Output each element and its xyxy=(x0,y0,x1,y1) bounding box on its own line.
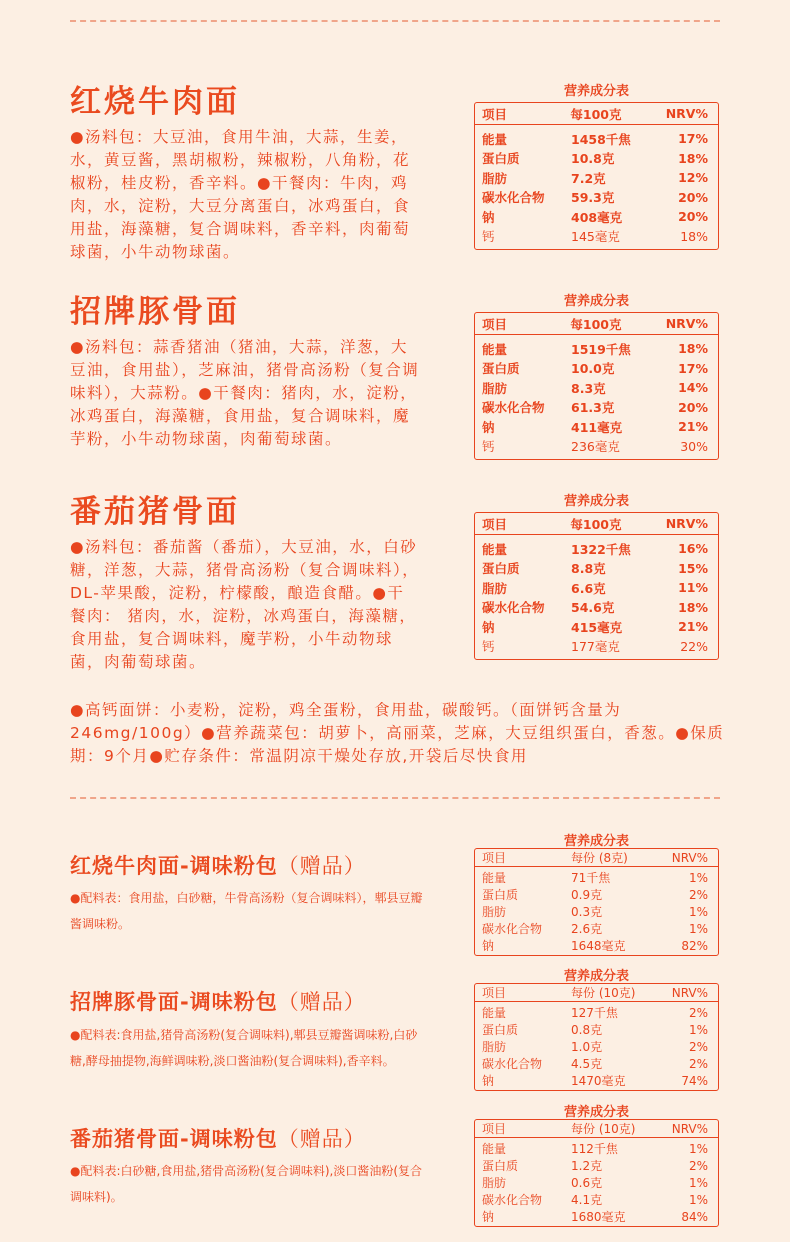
nutrient-value: 1648毫克 xyxy=(571,939,626,953)
nutrient-nrv: 2% xyxy=(688,1158,708,1173)
nutrient-nrv: 20% xyxy=(678,399,708,415)
nutrient-name: 能量 xyxy=(482,1006,507,1020)
gift-name: 招牌豚骨面-调味粉包 xyxy=(70,990,278,1014)
nutrient-value: 145毫克 xyxy=(571,229,620,245)
nutrition-row xyxy=(475,617,718,637)
nutrient-value: 61.3克 xyxy=(571,400,615,416)
nutrition-row xyxy=(475,886,718,903)
nutrient-value: 0.6克 xyxy=(571,1176,603,1190)
nutrient-value: 236毫克 xyxy=(571,439,620,455)
nutrient-value: 59.3克 xyxy=(571,190,615,206)
gift-name: 红烧牛肉面-调味粉包 xyxy=(70,854,278,878)
nutrient-value: 1470毫克 xyxy=(571,1074,626,1088)
nutrient-nrv: 11% xyxy=(678,580,708,596)
nutrition-row xyxy=(475,1021,718,1038)
nutrition-caption: 营养成分表 xyxy=(563,834,629,849)
nutrient-nrv: 21% xyxy=(678,419,708,435)
nutrition-row xyxy=(475,578,718,598)
nutrient-nrv: 18% xyxy=(680,228,708,244)
nutrient-name: 蛋白质 xyxy=(482,361,520,377)
nutrition-table xyxy=(474,102,719,250)
nutrient-value: 1.2克 xyxy=(571,1159,603,1173)
product-ingredients: ●汤料包：蒜香猪油（猪油，大蒜，洋葱，大豆油，食用盐），芝麻油，猪骨高汤粉（复合调味料），大蒜粉。●干餐肉：猪肉，水，淀粉，冰鸡蛋白，海藻糖，食用盐，复合调味料，魔芋粉，小牛动物球菌，肉葡萄球菌。 xyxy=(70,338,420,448)
nutrient-nrv: 2% xyxy=(688,887,708,902)
product-ingredients: ●汤料包：大豆油，食用牛油，大蒜，生姜，水，黄豆酱，黑胡椒粉，辣椒粉，八角粉，花椒粉，桂皮粉，香辛料。●干餐肉：牛肉，鸡肉，水，淀粉，大豆分离蛋白，冰鸡蛋白，食用盐，海藻糖，复合调味料，香辛料，肉葡萄球菌，小牛动物球菌。 xyxy=(70,128,411,261)
nutrient-nrv: 17% xyxy=(678,131,708,147)
header-nrv: NRV% xyxy=(665,316,708,331)
header-nrv: NRV% xyxy=(671,850,708,865)
nutrient-nrv: 1% xyxy=(688,1141,708,1156)
nutrient-nrv: 21% xyxy=(678,619,708,635)
nutrient-nrv: 20% xyxy=(678,209,708,225)
nutrition-header xyxy=(475,849,718,867)
nutrient-nrv: 15% xyxy=(678,560,708,576)
nutrient-nrv: 1% xyxy=(688,870,708,885)
nutrient-nrv: 12% xyxy=(678,170,708,186)
nutrient-value: 1519千焦 xyxy=(571,341,631,357)
nutrient-name: 钠 xyxy=(482,939,495,953)
nutrient-name: 蛋白质 xyxy=(482,1023,519,1037)
nutrition-row xyxy=(475,1157,718,1174)
top-divider xyxy=(70,20,720,22)
nutrition-row xyxy=(475,188,718,208)
nutrient-value: 4.5克 xyxy=(571,1057,603,1071)
header-item: 项目 xyxy=(482,316,508,332)
header-per: 每100克 xyxy=(570,516,622,532)
header-per: 每100克 xyxy=(570,316,622,332)
nutrition-caption: 营养成分表 xyxy=(563,84,629,99)
nutrient-name: 碳水化合物 xyxy=(482,922,543,936)
gift-name: 番茄猪骨面-调味粉包 xyxy=(70,1127,278,1151)
nutrient-value: 54.6克 xyxy=(571,600,615,616)
nutrient-nrv: 82% xyxy=(681,938,708,953)
nutrition-table xyxy=(474,312,719,460)
nutrient-nrv: 22% xyxy=(680,638,708,654)
common-ingredients-text: ●高钙面饼：小麦粉，淀粉，鸡全蛋粉，食用盐，碳酸钙。（面饼钙含量为246mg/100g）●营养蔬菜包：胡萝卜，高丽菜，芝麻，大豆组织蛋白，香葱。●保质期：9个月●贮存条件：常温阴凉干燥处存放,开袋后尽快食用 xyxy=(70,701,725,765)
gift-nutrition-table xyxy=(474,983,719,1091)
nutrient-nrv: 1% xyxy=(688,1175,708,1190)
header-item: 项目 xyxy=(482,986,507,1000)
nutrition-row xyxy=(475,1140,718,1157)
gift-ingredients: ●配料表:白砂糖,食用盐,猪骨高汤粉(复合调味料),淡口酱油粉(复合调味料)。 xyxy=(70,1164,423,1204)
nutrient-name: 碳水化合物 xyxy=(482,600,545,616)
nutrient-name: 蛋白质 xyxy=(482,1159,519,1173)
nutrient-nrv: 2% xyxy=(688,1039,708,1054)
nutrient-nrv: 74% xyxy=(681,1073,708,1088)
nutrient-name: 蛋白质 xyxy=(482,888,519,902)
nutrient-name: 脂肪 xyxy=(482,1176,507,1190)
section-divider xyxy=(70,797,720,799)
header-per: 每份 (8克) xyxy=(571,851,628,865)
header-item: 项目 xyxy=(482,516,508,532)
nutrition-row xyxy=(475,1191,718,1208)
gift-ingredients: ●配料表：食用盐，白砂糖，牛骨高汤粉（复合调味料），郫县豆瓣酱调味粉。 xyxy=(70,891,423,931)
nutrient-name: 脂肪 xyxy=(482,1040,507,1054)
nutrient-name: 钙 xyxy=(482,439,495,455)
nutrition-row xyxy=(475,129,718,149)
nutrient-nrv: 2% xyxy=(688,1056,708,1071)
nutrient-name: 钙 xyxy=(482,639,495,655)
product-title: 番茄猪骨面 xyxy=(70,494,240,530)
gift-title xyxy=(70,986,366,1016)
nutrition-row xyxy=(475,1038,718,1055)
nutrition-caption: 营养成分表 xyxy=(563,1105,629,1120)
nutrient-nrv: 84% xyxy=(681,1209,708,1224)
nutrient-value: 0.9克 xyxy=(571,888,603,902)
nutrient-value: 7.2克 xyxy=(571,170,606,186)
nutrition-row xyxy=(475,1174,718,1191)
product-title: 红烧牛肉面 xyxy=(70,84,240,120)
nutrition-header xyxy=(475,313,718,335)
nutrient-value: 10.0克 xyxy=(571,361,615,377)
nutrient-value: 0.3克 xyxy=(571,905,603,919)
nutrient-value: 408毫克 xyxy=(571,209,623,225)
nutrient-value: 415毫克 xyxy=(571,619,623,635)
nutrition-row xyxy=(475,903,718,920)
nutrient-name: 钠 xyxy=(482,1210,495,1224)
nutrient-nrv: 16% xyxy=(678,541,708,557)
nutrition-header xyxy=(475,103,718,125)
nutrient-name: 碳水化合物 xyxy=(482,1057,543,1071)
nutrition-row xyxy=(475,359,718,379)
nutrient-nrv: 20% xyxy=(678,189,708,205)
nutrition-caption: 营养成分表 xyxy=(563,294,629,309)
gift-tag: （赠品） xyxy=(277,990,366,1014)
nutrient-value: 71千焦 xyxy=(571,871,611,885)
nutrition-row xyxy=(475,1004,718,1021)
nutrient-name: 脂肪 xyxy=(482,380,508,396)
nutrition-row xyxy=(475,598,718,618)
nutrient-name: 钠 xyxy=(482,619,495,635)
nutrition-caption: 营养成分表 xyxy=(563,494,629,509)
nutrient-nrv: 1% xyxy=(688,921,708,936)
nutrient-nrv: 17% xyxy=(678,360,708,376)
nutrition-row xyxy=(475,378,718,398)
header-nrv: NRV% xyxy=(665,106,708,121)
nutrient-value: 1322千焦 xyxy=(571,541,631,557)
header-per: 每份 (10克) xyxy=(571,1122,636,1136)
nutrient-name: 蛋白质 xyxy=(482,561,520,577)
nutrition-row xyxy=(475,417,718,437)
nutrient-nrv: 30% xyxy=(680,438,708,454)
nutrient-nrv: 1% xyxy=(688,1192,708,1207)
nutrition-row xyxy=(475,168,718,188)
nutrient-value: 8.8克 xyxy=(571,561,606,577)
product-title: 招牌豚骨面 xyxy=(70,294,240,330)
nutrient-value: 4.1克 xyxy=(571,1193,603,1207)
nutrient-nrv: 18% xyxy=(678,150,708,166)
nutrient-value: 1.0克 xyxy=(571,1040,603,1054)
header-item: 项目 xyxy=(482,106,508,122)
nutrient-name: 碳水化合物 xyxy=(482,400,545,416)
nutrient-value: 177毫克 xyxy=(571,639,620,655)
gift-tag: （赠品） xyxy=(277,854,366,878)
nutrient-nrv: 14% xyxy=(678,380,708,396)
nutrient-nrv: 2% xyxy=(688,1005,708,1020)
header-item: 项目 xyxy=(482,1122,507,1136)
nutrient-name: 能量 xyxy=(482,131,508,147)
nutrition-row xyxy=(475,559,718,579)
nutrient-name: 蛋白质 xyxy=(482,151,520,167)
nutrient-name: 碳水化合物 xyxy=(482,190,545,206)
nutrient-value: 1680毫克 xyxy=(571,1210,626,1224)
nutrient-nrv: 18% xyxy=(678,341,708,357)
nutrient-name: 碳水化合物 xyxy=(482,1193,543,1207)
header-nrv: NRV% xyxy=(665,516,708,531)
nutrition-table xyxy=(474,512,719,660)
nutrition-row xyxy=(475,1055,718,1072)
gift-nutrition-table xyxy=(474,848,719,956)
nutrition-row xyxy=(475,437,718,457)
nutrient-value: 10.8克 xyxy=(571,151,615,167)
nutrition-row xyxy=(475,149,718,169)
nutrition-row xyxy=(475,227,718,247)
nutrition-row xyxy=(475,920,718,937)
nutrient-name: 脂肪 xyxy=(482,905,507,919)
nutrient-name: 钠 xyxy=(482,209,495,225)
gift-ingredients: ●配料表:食用盐,猪骨高汤粉(复合调味料),郫县豆瓣酱调味粉,白砂糖,酵母抽提物,海鲜调味粉,淡口酱油粉(复合调味料),香辛料。 xyxy=(70,1028,418,1068)
nutrient-value: 1458千焦 xyxy=(571,131,631,147)
nutrient-name: 能量 xyxy=(482,871,507,885)
header-nrv: NRV% xyxy=(671,1121,708,1136)
nutrient-nrv: 18% xyxy=(678,599,708,615)
gift-tag: （赠品） xyxy=(277,1127,366,1151)
nutrition-row xyxy=(475,339,718,359)
gift-nutrition-table xyxy=(474,1119,719,1227)
nutrient-name: 脂肪 xyxy=(482,580,508,596)
nutrient-value: 127千焦 xyxy=(571,1006,618,1020)
gift-title xyxy=(70,850,366,880)
nutrient-value: 8.3克 xyxy=(571,380,606,396)
nutrient-value: 112千焦 xyxy=(571,1142,618,1156)
nutrition-row xyxy=(475,539,718,559)
nutrition-header xyxy=(475,513,718,535)
header-nrv: NRV% xyxy=(671,985,708,1000)
nutrition-row xyxy=(475,207,718,227)
nutrition-row xyxy=(475,937,718,954)
nutrition-header xyxy=(475,1120,718,1138)
nutrition-row xyxy=(475,398,718,418)
nutrient-nrv: 1% xyxy=(688,904,708,919)
nutrition-row xyxy=(475,869,718,886)
nutrient-value: 6.6克 xyxy=(571,580,606,596)
nutrition-row xyxy=(475,1072,718,1089)
nutrient-value: 2.6克 xyxy=(571,922,603,936)
nutrient-name: 钠 xyxy=(482,1074,495,1088)
nutrient-name: 能量 xyxy=(482,541,508,557)
header-per: 每份 (10克) xyxy=(571,986,636,1000)
header-per: 每100克 xyxy=(570,106,622,122)
nutrient-nrv: 1% xyxy=(688,1022,708,1037)
nutrition-row xyxy=(475,1208,718,1225)
nutrient-value: 411毫克 xyxy=(571,419,623,435)
nutrition-header xyxy=(475,984,718,1002)
nutrient-name: 能量 xyxy=(482,1142,507,1156)
nutrient-name: 能量 xyxy=(482,341,508,357)
product-ingredients: ●汤料包：番茄酱（番茄），大豆油，水，白砂糖，洋葱，大蒜，猪骨高汤粉（复合调味料），DL-苹果酸，淀粉，柠檬酸，酿造食醋。●干餐肉： 猪肉，水，淀粉，冰鸡蛋白，海藻糖，食用盐，复合调味料，魔芋粉，小牛动物球菌，肉葡萄球菌。 xyxy=(70,538,420,671)
nutrient-name: 脂肪 xyxy=(482,170,508,186)
gift-title xyxy=(70,1123,366,1153)
nutrition-caption: 营养成分表 xyxy=(563,969,629,984)
nutrient-value: 0.8克 xyxy=(571,1023,603,1037)
header-item: 项目 xyxy=(482,851,507,865)
nutrition-row xyxy=(475,637,718,657)
nutrient-name: 钠 xyxy=(482,419,495,435)
nutrient-name: 钙 xyxy=(482,229,495,245)
